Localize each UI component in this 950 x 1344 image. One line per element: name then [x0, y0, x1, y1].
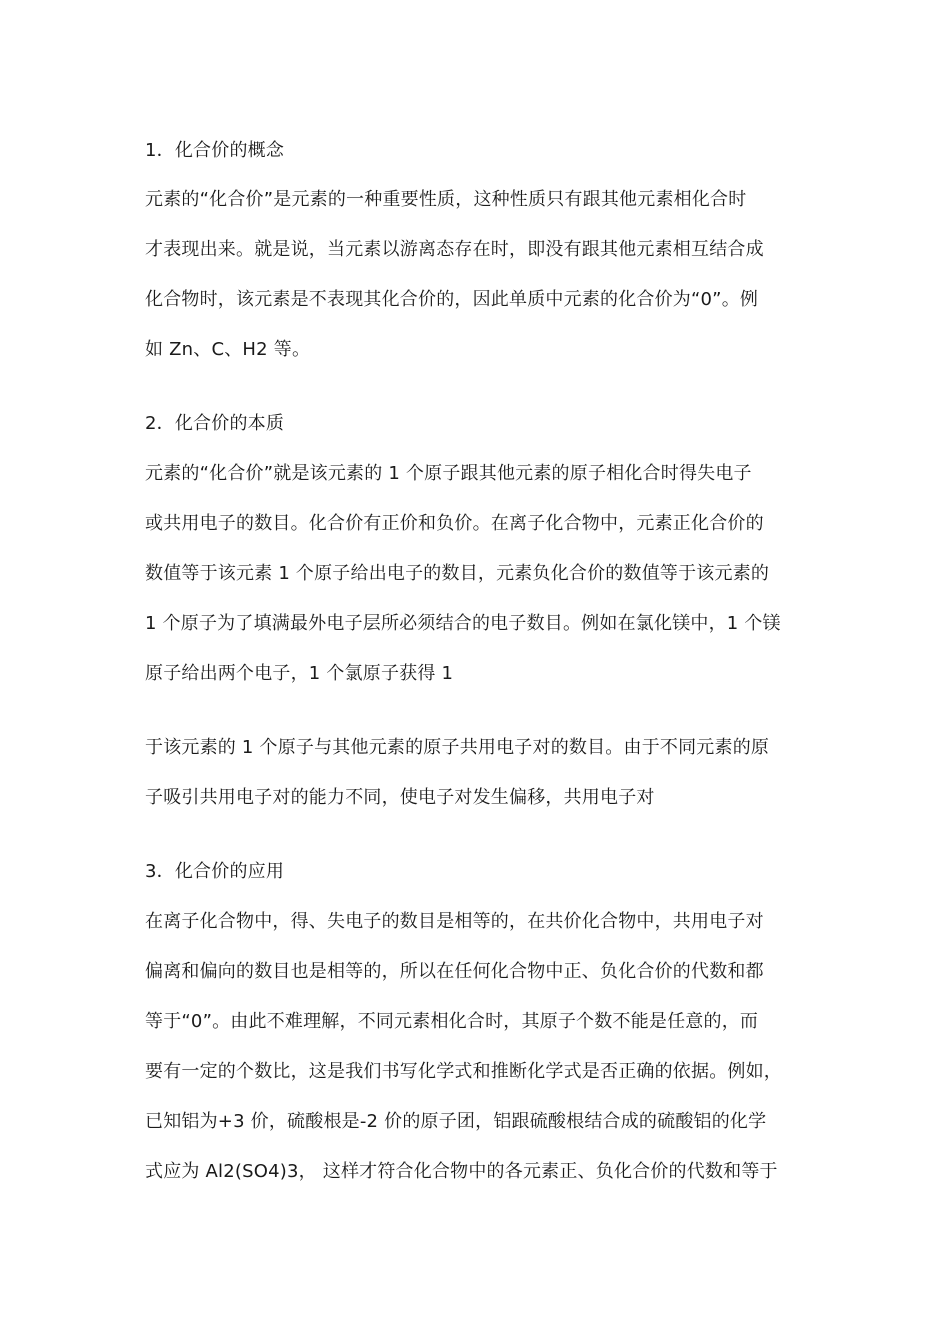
- section-1-line-2: 才表现出来。就是说，当元素以游离态存在时，即没有跟其他元素相互结合成: [145, 239, 764, 260]
- section-3-line-2: 偏离和偏向的数目也是相等的，所以在任何化合物中正、负化合价的代数和都: [145, 961, 764, 982]
- section-2-line-3: 数值等于该元素 1 个原子给出电子的数目，元素负化合价的数值等于该元素的: [145, 563, 770, 584]
- section-2-line-4: 1 个原子为了填满最外电子层所必须结合的电子数目。例如在氯化镁中，1 个镁: [145, 613, 781, 634]
- section-1-line-1: 元素的“化合价”是元素的一种重要性质，这种性质只有跟其他元素相化合时: [145, 189, 747, 210]
- section-3-line-3: 等于“0”。由此不难理解，不同元素相化合时，其原子个数不能是任意的，而: [145, 1011, 759, 1032]
- section-2-heading: 2．化合价的本质: [145, 413, 285, 434]
- section-2-extra-line-2: 子吸引共用电子对的能力不同，使电子对发生偏移，共用电子对: [145, 787, 655, 808]
- section-1-heading: 1．化合价的概念: [145, 140, 285, 161]
- section-3-heading: 3．化合价的应用: [145, 861, 285, 882]
- section-2-line-5: 原子给出两个电子，1 个氯原子获得 1: [145, 663, 454, 684]
- section-2-line-2: 或共用电子的数目。化合价有正价和负价。在离子化合物中，元素正化合价的: [145, 513, 764, 534]
- section-2-extra-line-1: 于该元素的 1 个原子与其他元素的原子共用电子对的数目。由于不同元素的原: [145, 737, 770, 758]
- section-3-line-4: 要有一定的个数比，这是我们书写化学式和推断化学式是否正确的依据。例如，: [145, 1061, 782, 1082]
- section-1-line-4: 如 Zn、C、H2 等。: [145, 339, 311, 360]
- section-3-line-1: 在离子化合物中，得、失电子的数目是相等的，在共价化合物中，共用电子对: [145, 911, 764, 932]
- section-1-line-3: 化合物时，该元素是不表现其化合价的，因此单质中元素的化合价为“0”。例: [145, 289, 759, 310]
- section-3-line-5: 已知铝为+3 价，硫酸根是-2 价的原子团，铝跟硫酸根结合成的硫酸铝的化学: [145, 1111, 767, 1132]
- section-2-line-1: 元素的“化合价”就是该元素的 1 个原子跟其他元素的原子相化合时得失电子: [145, 463, 752, 484]
- section-3-line-6: 式应为 Al2(SO4)3， 这样才符合化合物中的各元素正、负化合价的代数和等于: [145, 1161, 778, 1182]
